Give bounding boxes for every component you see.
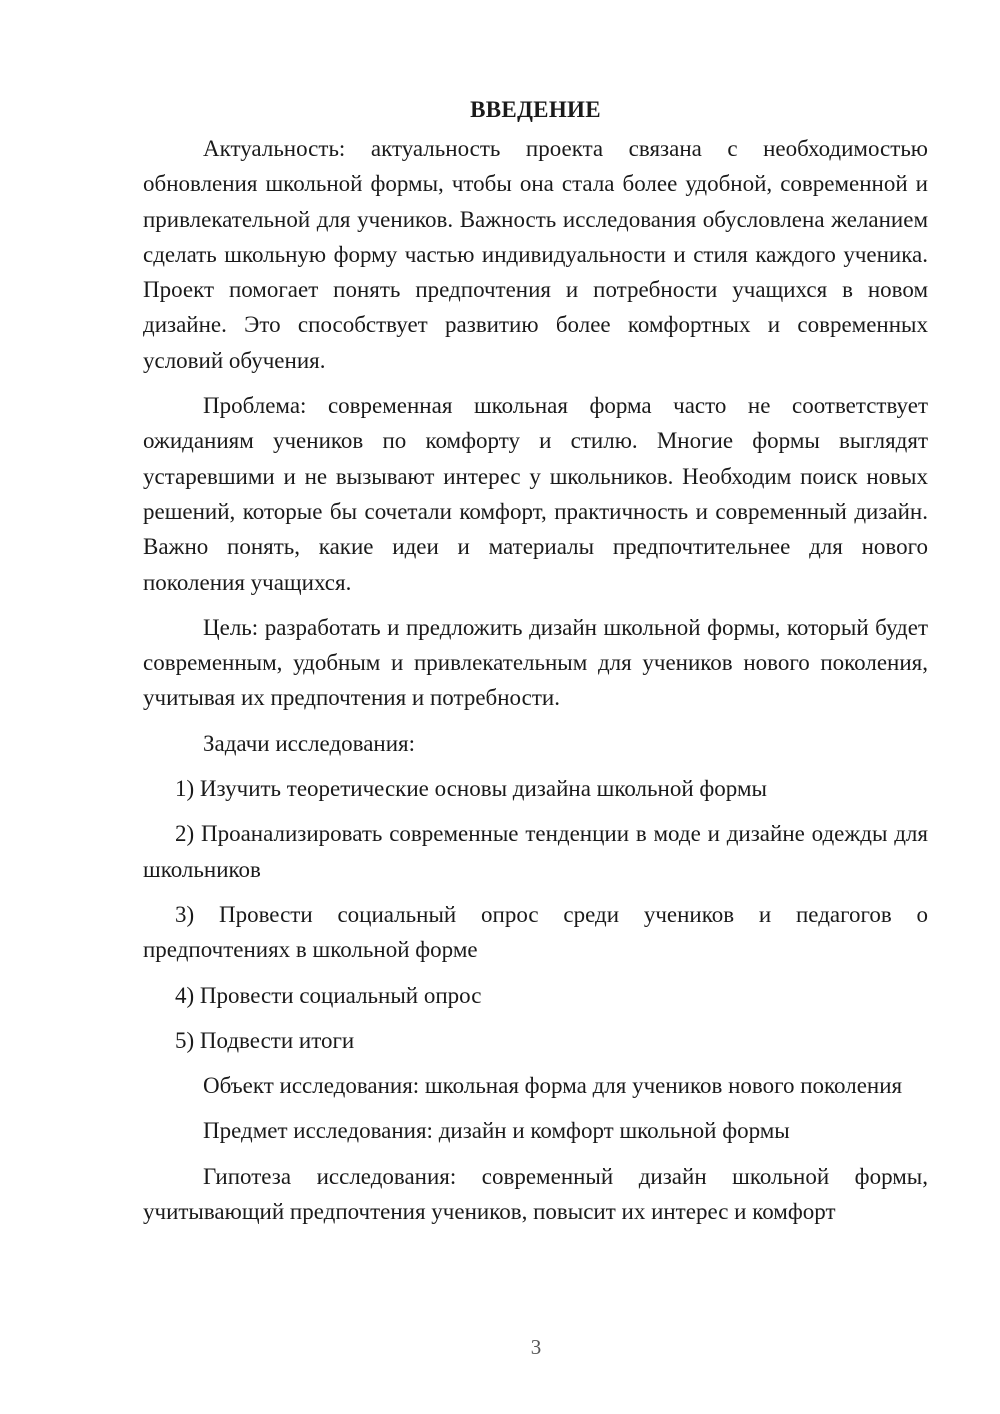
paragraph-subject: Предмет исследования: дизайн и комфорт школьной формы	[203, 1118, 790, 1144]
task-item-2: 2) Проанализировать современные тенденции в моде и дизайне одежды для школьников	[143, 821, 928, 882]
paragraph-problem: Проблема: современная школьная форма часто не соответствует ожиданиям учеников по комфорту и стилю. Многие формы выглядят устаревшими и не вызывают интерес у школьников. Необходим поиск новых решений, которые бы сочетали комфорт, практичность и современный дизайн. Важно понять, какие идеи и материалы предпочтительнее для нового поколения учащихся.	[143, 393, 928, 595]
task-item-5: 5) Подвести итоги	[175, 1027, 355, 1053]
page-number: 3	[530, 1335, 542, 1359]
task-item-3: 3) Провести социальный опрос среди учеников и педагогов о предпочтениях в школьной форме	[143, 901, 928, 963]
paragraph-object: Объект исследования: школьная форма для учеников нового поколения	[203, 1073, 903, 1099]
section-title: ВВЕДЕНИЕ	[470, 97, 601, 122]
task-item-4: 4) Провести социальный опрос	[175, 982, 482, 1008]
paragraph-goal: Цель: разработать и предложить дизайн школьной формы, который будет современным, удобным и привлекательным для учеников нового поколения, учитывая их предпочтения и потребности.	[143, 614, 928, 711]
paragraph-tasks-heading: Задачи исследования:	[203, 730, 416, 756]
paragraph-relevance: Актуальность: актуальность проекта связана с необходимостью обновления школьной формы, чтобы она стала более удобной, современной и привлекательной для учеников. Важность исследования обусловлена желанием сделать школьную форму частью индивидуальности и стиля каждого ученика. Проект помогает понять предпочтения и потребности учащихся в новом дизайне. Это способствует развитию более комфортных и современных условий обучения.	[143, 136, 928, 373]
document-page	[143, 92, 928, 1229]
task-item-1: 1) Изучить теоретические основы дизайна школьной формы	[175, 776, 767, 802]
paragraph-hypothesis: Гипотеза исследования: современный дизайн школьной формы, учитывающий предпочтения учеников, повысит их интерес и комфорт	[143, 1163, 928, 1225]
